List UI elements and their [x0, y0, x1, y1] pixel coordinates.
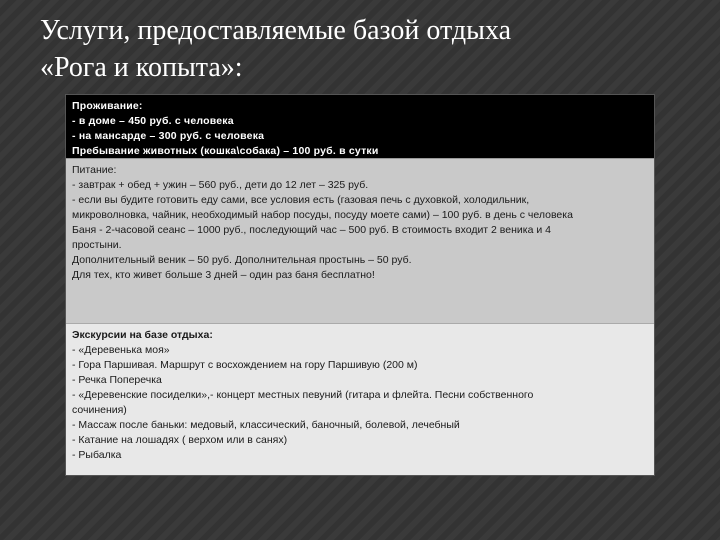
slide-title [40, 12, 700, 86]
accommodation-cell [66, 95, 654, 158]
slide-title-line: Услуги, предоставляемые базой отдыха [40, 15, 512, 46]
excursion-item: - «Деревенька моя» [72, 344, 170, 356]
excursion-item: - Массаж после баньки: медовый, классический, баночный, болевой, лечебный [72, 419, 460, 431]
excursion-item: сочинения) [72, 404, 127, 416]
excursion-item: - Гора Паршивая. Маршрут с восхождением на гору Паршивую (200 м) [72, 359, 418, 371]
accommodation-line: Проживание: [72, 100, 143, 112]
meals-line: - если вы будите готовить еду сами, все условия есть (газовая печь с духовкой, холодильник, [72, 194, 530, 206]
accommodation-line: Пребывание животных (кошка\собака) – 100 руб. в сутки [72, 145, 379, 157]
meals-line: Для тех, кто живет больше 3 дней – один раз баня бесплатно! [72, 269, 375, 281]
services-table [65, 94, 655, 476]
excursions-heading: Экскурсии на базе отдыха: [72, 329, 213, 341]
meals-line: Баня - 2-часовой сеанс – 1000 руб., последующий час – 500 руб. В стоимость входит 2 веника и 4 [72, 224, 551, 236]
meals-line: Питание: [72, 164, 117, 176]
meals-line: Дополнительный веник – 50 руб. Дополнительная простынь – 50 руб. [72, 254, 412, 266]
slide-title-line: «Рога и копыта»: [40, 52, 243, 83]
accommodation-line: - в доме – 450 руб. с человека [72, 115, 234, 127]
excursion-item: - Рыбалка [72, 449, 122, 461]
excursion-item: - «Деревенские посиделки»,- концерт местных певуний (гитара и флейта. Песни собственного [72, 389, 534, 401]
excursions-cell [66, 323, 654, 475]
meals-line: простыни. [72, 239, 122, 251]
meals-line: микроволновка, чайник, необходимый набор посуды, посуду моете сами) – 100 руб. в день с человека [72, 209, 573, 221]
excursion-item: - Катание на лошадях ( верхом или в санях) [72, 434, 288, 446]
meals-cell [66, 158, 654, 323]
excursion-item: - Речка Поперечка [72, 374, 162, 386]
meals-line: - завтрак + обед + ужин – 560 руб., дети до 12 лет – 325 руб. [72, 179, 369, 191]
accommodation-line: - на мансарде – 300 руб. с человека [72, 130, 265, 142]
